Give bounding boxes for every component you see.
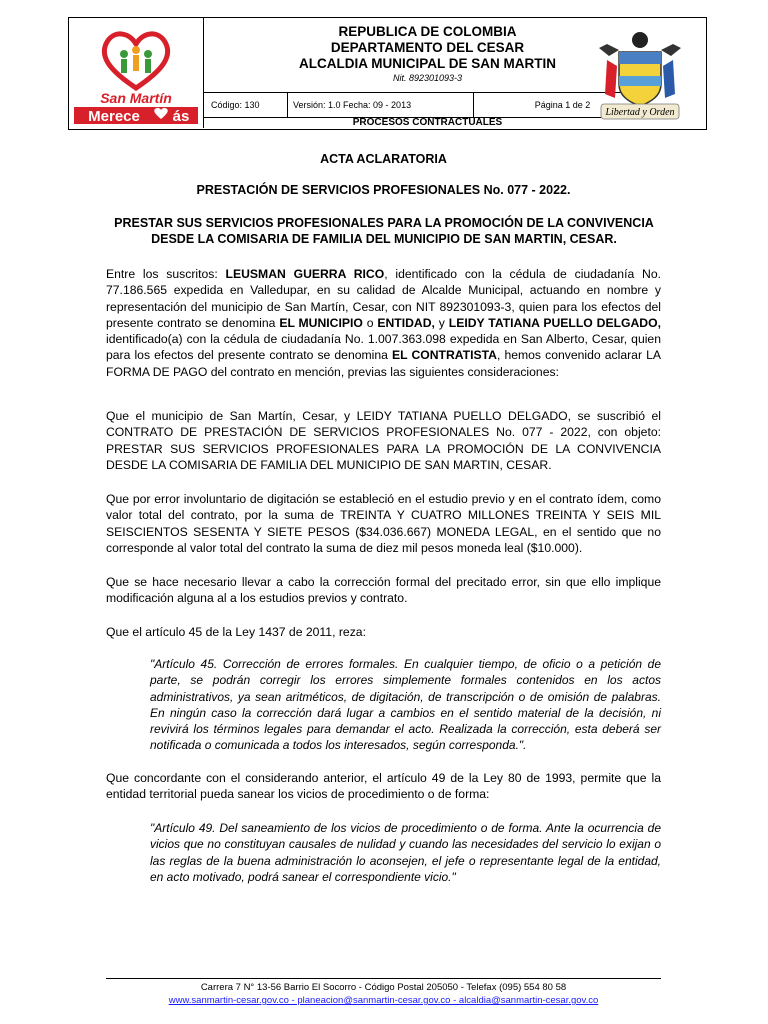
document-code: Código: 130 xyxy=(203,93,288,117)
colombia-coat-of-arms-icon xyxy=(589,26,691,122)
paragraph-error: Que por error involuntario de digitación se estableció en el estudio previo y en el contrato ídem, como valor total del contrato, por la suma de TREINTA Y CUATRO MILLONES TREINTA Y SEIS MIL SEISCIENTOS SESENTA Y SIETE PESOS ($34.036.667) MONEDA LEGAL, en el sentido que no corresponde al valor total del contrato la suma de diez mil pesos moneda leal ($10.000). xyxy=(106,492,661,555)
svg-text:ás: ás xyxy=(172,108,190,125)
footer-divider xyxy=(106,978,661,979)
mayor-name: LEUSMAN GUERRA RICO xyxy=(225,267,385,281)
document-header xyxy=(68,17,707,130)
document-version: Versión: 1.0 Fecha: 09 - 2013 xyxy=(287,93,474,117)
document-page: Página 1 de 2 xyxy=(534,100,591,110)
footer-links[interactable]: www.sanmartin-cesar.gov.co - planeacion@sanmartin-cesar.gov.co - alcaldia@sanmartin-cesar.gov.co xyxy=(168,995,599,1006)
contract-object: PRESTAR SUS SERVICIOS PROFESIONALES PARA LA PROMOCIÓN DE LA CONVIVENCIA DESDE LA COMISARIA DE FAMILIA DEL MUNICIPIO DE SAN MARTIN, CESAR. xyxy=(114,216,654,247)
header-line-1: REPUBLICA DE COLOMBIA xyxy=(338,24,517,39)
paragraph-article-49-intro: Que concordante con el considerando anterior, el artículo 49 de la Ley 80 de 1993, permite que la entidad territorial pueda sanear los vicios de procedimiento o de forma: xyxy=(106,771,661,802)
paragraph-parties: Entre los suscritos: LEUSMAN GUERRA RICO, identificado con la cédula de ciudadanía No. 77.186.565 expedida en Valledupar, en su calidad de Alcalde Municipal, actuando en nombre y representación del municipio de San Martín, Cesar, con NIT 892301093-3, quien para los efectos del presente contrato se denomina EL MUNICIPIO o ENTIDAD, y LEIDY TATIANA PUELLO DELGADO, identificado(a) con la cédula de ciudadanía No. 1.007.363.098 expedida en San Alberto, Cesar, quien para los efectos del presente contrato se denomina EL CONTRATISTA, hemos convenido aclarar LA FORMA DE PAGO del contrato en mención, previas las siguientes consideraciones: xyxy=(106,267,661,379)
contractor-name: LEIDY TATIANA PUELLO DELGADO, xyxy=(448,315,661,330)
document-title: ACTA ACLARATORIA xyxy=(320,152,447,166)
footer-address: Carrera 7 N° 13-56 Barrio El Socorro - Código Postal 205050 - Telefax (095) 554 80 58 xyxy=(200,982,567,993)
header-line-2: DEPARTAMENTO DEL CESAR xyxy=(330,40,525,55)
paragraph-correction: Que se hace necesario llevar a cabo la corrección formal del precitado error, sin que ello implique modificación alguna al a los estudios previos y contrato. xyxy=(106,575,661,606)
header-line-3: ALCALDIA MUNICIPAL DE SAN MARTIN xyxy=(299,56,556,71)
quote-article-49: "Artículo 49. Del saneamiento de los vicios de procedimiento o de forma. Ante la ocurrencia de vicios que no constituyan causales de nulidad y cuando las necesidades del servicio lo exijan o las reglas de la buena administración lo aconsejen, el jefe o representante legal de la entidad, en acto motivado, podrá sanear el correspondiente vicio." xyxy=(150,821,661,884)
svg-text:Merece: Merece xyxy=(88,108,140,125)
document-subtitle: PRESTACIÓN DE SERVICIOS PROFESIONALES No. 077 - 2022. xyxy=(196,183,571,197)
header-center xyxy=(203,18,652,128)
svg-text:San Martín: San Martín xyxy=(100,90,172,106)
quote-article-45: "Artículo 45. Corrección de errores formales. En cualquier tiempo, de oficio o a petición de parte, se podrán corregir los errores simplemente formales contenidos en los actos administrativos, ya sean aritméticos, de digitación, de transcripción o de omisión de palabras. En ningún caso la corrección dará lugar a cambios en el sentido material de la decisión, ni revivirá los términos legales para demandar el acto. Realizada la corrección, esta deberá ser notificada o comunicada a todos los interesados, según corresponda.". xyxy=(150,657,661,753)
heart-logo-icon xyxy=(69,18,203,128)
paragraph-article-45-intro: Que el artículo 45 de la Ley 1437 de 2011, reza: xyxy=(106,625,366,639)
document-meta-row xyxy=(203,92,652,118)
header-nit: Nit. 892301093-3 xyxy=(392,73,463,83)
process-label: PROCESOS CONTRACTUALES xyxy=(352,117,503,128)
paragraph-contract: Que el municipio de San Martín, Cesar, y LEIDY TATIANA PUELLO DELGADO, se suscribió el CONTRATO DE PRESTACIÓN DE SERVICIOS PROFESIONALES No. 077 - 2022, con objeto: PRESTAR SUS SERVICIOS PROFESIONALES PARA LA PROMOCIÓN DE LA CONVIVENCIA DESDE LA COMISARIA DE FAMILIA DEL MUNICIPIO DE SAN MARTIN, CESAR. xyxy=(106,409,661,472)
svg-text:Libertad y Orden: Libertad y Orden xyxy=(605,107,675,118)
municipality-logo xyxy=(69,18,204,128)
